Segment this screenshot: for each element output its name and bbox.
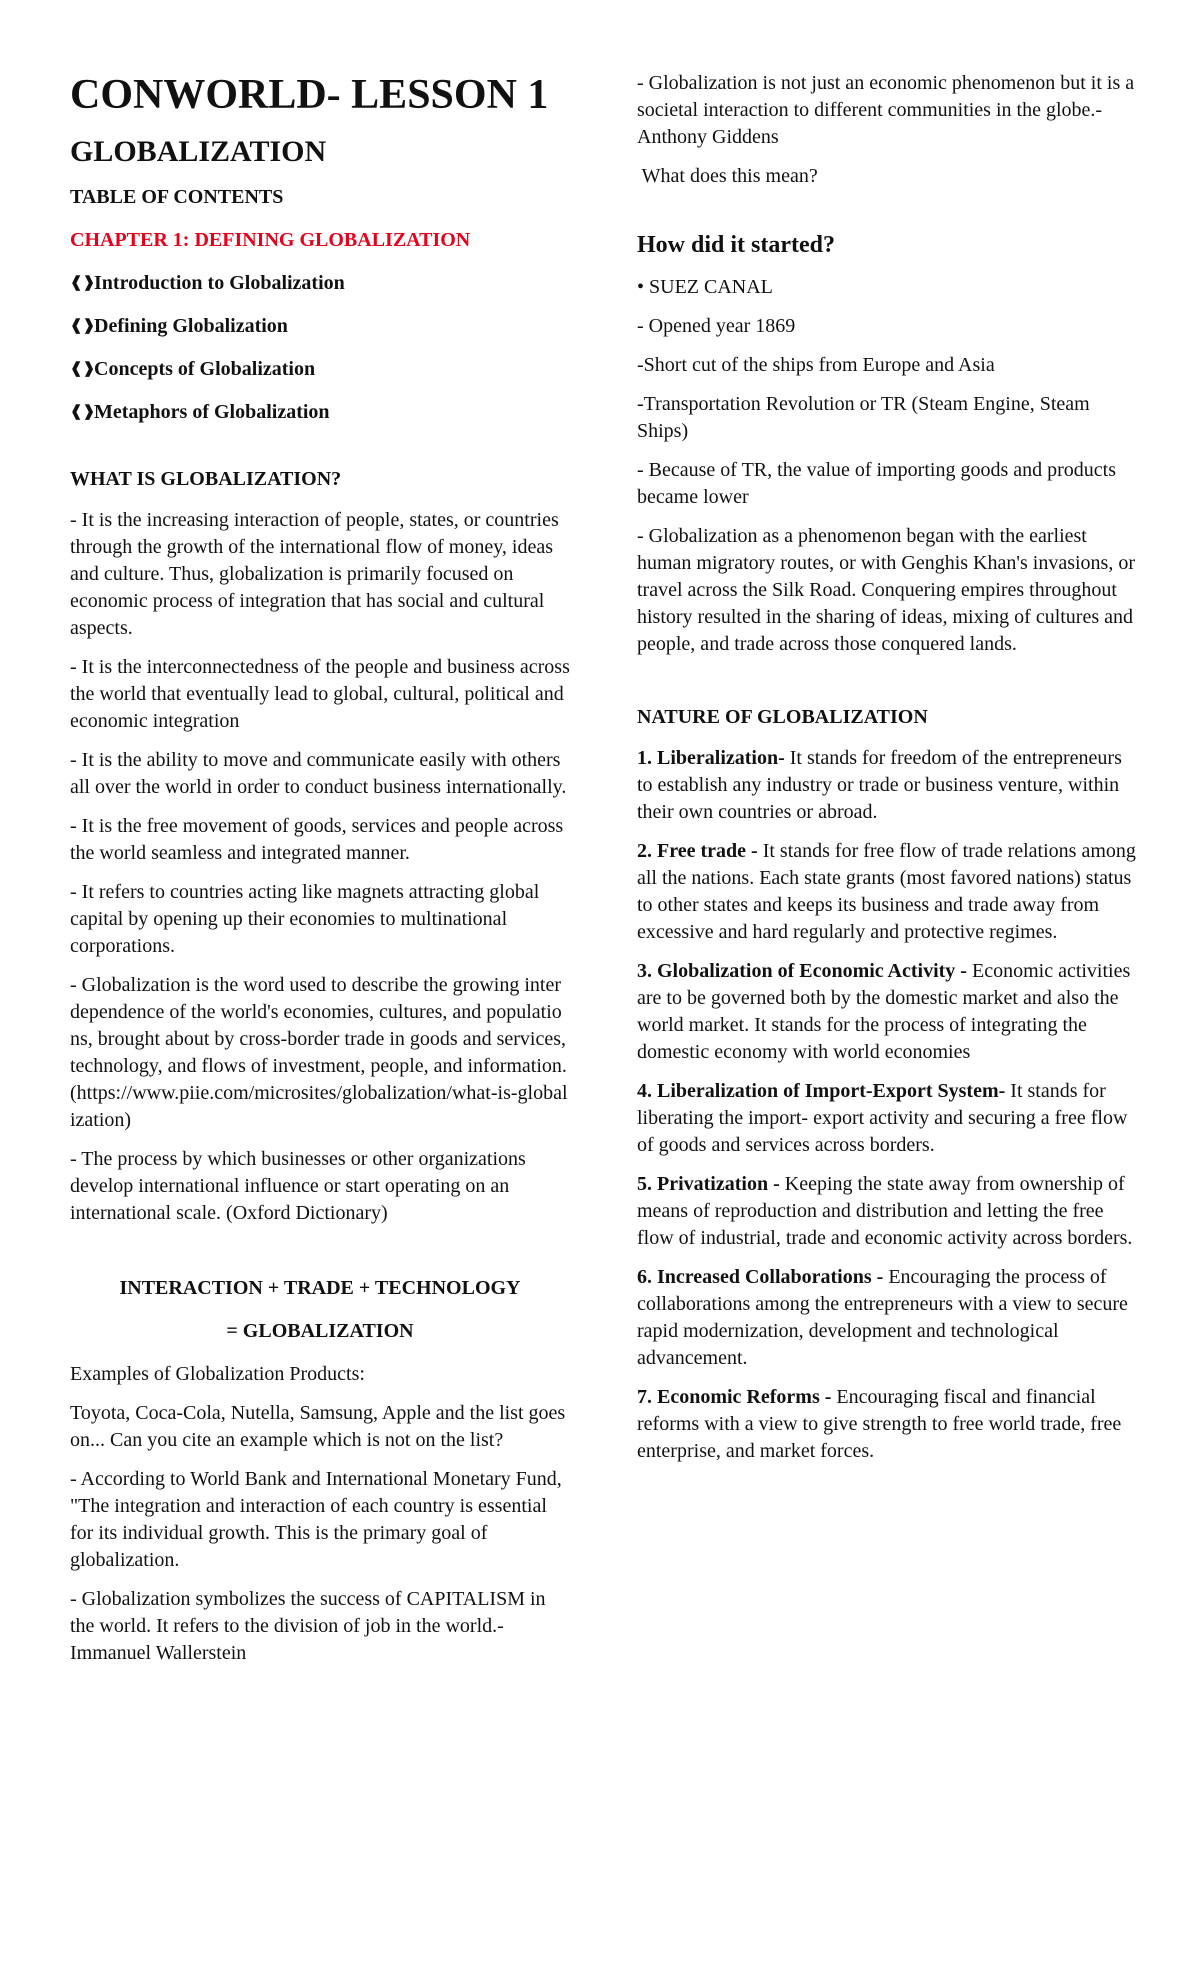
nature-term: 7. Economic Reforms - <box>637 1386 832 1408</box>
history-item: -Transportation Revolution or TR (Steam Engine, Steam Ships) <box>637 393 1090 442</box>
nature-desc: Encouraging fiscal and financial reforms with a view to give strength to free world trade, free enterprise, and market forces. <box>637 1386 1122 1462</box>
nature-item <box>637 1078 1137 1159</box>
history-item: - Opened year 1869 <box>637 315 796 337</box>
nature-desc: It stands for free flow of trade relations among all the nations. Each state grants (most favored nations) status to other states and keeps its business and trade away from excessive and hard regularly and protective regimes. <box>637 840 1136 943</box>
what-is-heading: WHAT IS GLOBALIZATION? <box>70 468 342 490</box>
definition-paragraph: - It refers to countries acting like magnets attracting global capital by opening up their economies to multinational corporations. <box>70 881 540 957</box>
toc-item-label: Metaphors of Globalization <box>94 401 330 423</box>
question-text: What does this mean? <box>637 165 818 187</box>
history-item: • SUEZ CANAL <box>637 276 773 298</box>
definition-paragraph: - The process by which businesses or other organizations develop international influence or start operating on an international scale. (Oxford Dictionary) <box>70 1148 526 1224</box>
bullet-icon: ❰❱ <box>70 275 96 291</box>
toc-item <box>70 313 570 340</box>
nature-item <box>637 1384 1137 1465</box>
nature-item <box>637 1171 1137 1252</box>
nature-desc: It stands for freedom of the entrepreneurs to establish any industry or trade or business venture, within their own countries or abroad. <box>637 747 1122 823</box>
quote-paragraph: - Globalization symbolizes the success of CAPITALISM in the world. It refers to the division of job in the world.-Immanuel Wallerstein <box>70 1588 546 1664</box>
nature-term: 3. Globalization of Economic Activity - <box>637 960 967 982</box>
nature-term: 2. Free trade - <box>637 840 758 862</box>
history-item: - Globalization as a phenomenon began with the earliest human migratory routes, or with Genghis Khan's invasions, or travel across the Silk Road. Conquering empires throughout history resulted in the sharing of ideas, mixing of cultures and people, and trade across those conquered lands. <box>637 525 1135 655</box>
history-item: - Because of TR, the value of importing goods and products became lower <box>637 459 1116 508</box>
toc-item <box>70 399 570 426</box>
toc-item <box>70 270 570 297</box>
quote-paragraph: - According to World Bank and International Monetary Fund, "The integration and interaction of each country is essential for its individual growth. This is the primary goal of globalization. <box>70 1468 562 1571</box>
right-column <box>637 70 1137 1477</box>
bullet-icon: ❰❱ <box>70 404 96 420</box>
bullet-icon: ❰❱ <box>70 361 96 377</box>
how-started-heading: How did it started? <box>637 232 835 258</box>
examples-list: Toyota, Coca-Cola, Nutella, Samsung, Apple and the list goes on... Can you cite an example which is not on the list? <box>70 1402 566 1451</box>
formula-line-1: INTERACTION + TRADE + TECHNOLOGY <box>119 1277 521 1299</box>
toc-heading: TABLE OF CONTENTS <box>70 186 284 208</box>
nature-item <box>637 838 1137 946</box>
nature-item <box>637 745 1137 826</box>
document-title: CONWORLD- LESSON 1 <box>70 72 549 118</box>
left-column <box>70 70 570 1679</box>
toc-item <box>70 356 570 383</box>
nature-item <box>637 958 1137 1066</box>
toc-item-label: Introduction to Globalization <box>94 272 345 294</box>
formula-line-2: = GLOBALIZATION <box>226 1320 414 1342</box>
history-item: -Short cut of the ships from Europe and Asia <box>637 354 995 376</box>
examples-intro: Examples of Globalization Products: <box>70 1363 365 1385</box>
giddens-quote: - Globalization is not just an economic phenomenon but it is a societal interaction to different communities in the globe.- Anthony Giddens <box>637 72 1135 148</box>
nature-term: 5. Privatization - <box>637 1173 780 1195</box>
definition-paragraph: - It is the ability to move and communicate easily with others all over the world in order to conduct business internationally. <box>70 749 567 798</box>
nature-item <box>637 1264 1137 1372</box>
nature-term: 1. Liberalization- <box>637 747 785 769</box>
definition-paragraph: - It is the increasing interaction of people, states, or countries through the growth of the international flow of money, ideas and culture. Thus, globalization is primarily focused on economic process of integration that has social and cultural aspects. <box>70 509 559 639</box>
nature-desc: Keeping the state away from ownership of means of reproduction and distribution and letting the free flow of industrial, trade and economic activity across borders. <box>637 1173 1133 1249</box>
definition-paragraph: - It is the interconnectedness of the people and business across the world that eventually lead to global, cultural, political and economic integration <box>70 656 570 732</box>
toc-chapter: CHAPTER 1: DEFINING GLOBALIZATION <box>70 229 471 251</box>
definition-paragraph: - It is the free movement of goods, services and people across the world seamless and integrated manner. <box>70 815 564 864</box>
nature-desc: Economic activities are to be governed both by the domestic market and also the world market. It stands for the process of integrating the domestic economy with world economies <box>637 960 1131 1063</box>
nature-heading: NATURE OF GLOBALIZATION <box>637 706 928 728</box>
document-subtitle: GLOBALIZATION <box>70 135 327 168</box>
bullet-icon: ❰❱ <box>70 318 96 334</box>
nature-term: 4. Liberalization of Import-Export System- <box>637 1080 1006 1102</box>
nature-desc: Encouraging the process of collaborations among the entrepreneurs with a view to secure rapid modernization, development and technological advancement. <box>637 1266 1128 1369</box>
nature-desc: It stands for liberating the import- export activity and securing a free flow of goods and services across borders. <box>637 1080 1128 1156</box>
nature-term: 6. Increased Collaborations - <box>637 1266 884 1288</box>
toc-item-label: Defining Globalization <box>94 315 288 337</box>
definition-paragraph: - Globalization is the word used to describe the growing interdependence of the world's economies, cultures, and populations, brought about by cross-border trade in goods and services, technology, and flows of investment, people, and information. (https://www.piie.com/microsites/globalization/what-is-globalization) <box>70 974 568 1131</box>
toc-item-label: Concepts of Globalization <box>94 358 316 380</box>
